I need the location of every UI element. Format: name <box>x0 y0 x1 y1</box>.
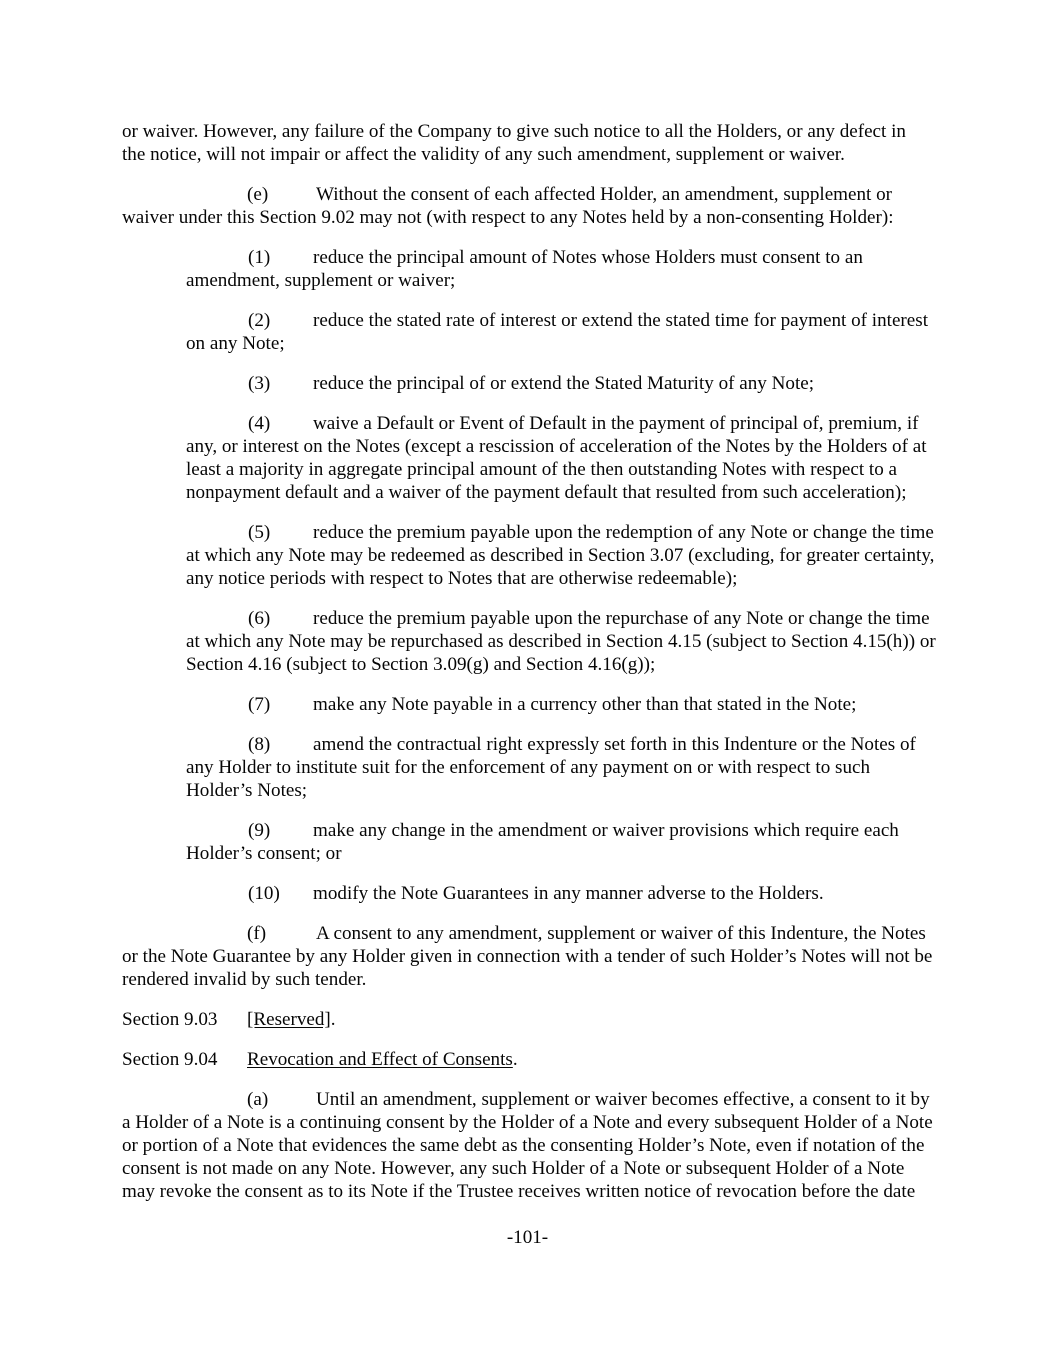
line-text: Without the consent of each affected Holder, an amendment, supplement or <box>316 184 893 205</box>
text-line <box>122 143 945 166</box>
text-line <box>122 521 945 544</box>
text-line <box>122 1157 945 1180</box>
line-text: rendered invalid by such tender. <box>122 969 367 990</box>
paragraph <box>122 183 945 229</box>
line-text: Holder’s consent; or <box>186 843 342 864</box>
text-line <box>122 246 945 269</box>
text-line <box>122 435 945 458</box>
paragraph <box>122 120 945 166</box>
text-line <box>122 206 945 229</box>
numbered-item <box>122 246 945 292</box>
text-line <box>122 1088 945 1111</box>
section-title: Revocation and Effect of Consents <box>247 1049 513 1070</box>
document-body <box>122 120 945 1203</box>
text-line <box>122 1008 945 1031</box>
text-line <box>122 756 945 779</box>
line-text: amend the contractual right expressly set forth in this Indenture or the Notes of <box>313 734 916 755</box>
line-text: at which any Note may be repurchased as described in Section 4.15 (subject to Section 4.15(h)) or <box>186 631 936 652</box>
line-text: waive a Default or Event of Default in the payment of principal of, premium, if <box>313 413 919 434</box>
line-text: any Holder to institute suit for the enforcement of any payment on or with respect to such <box>186 757 871 778</box>
line-text: any notice periods with respect to Notes that are otherwise redeemable); <box>186 568 738 589</box>
item-label: (3) <box>248 373 271 394</box>
item-label: (2) <box>248 310 271 331</box>
item-label: (a) <box>247 1089 269 1110</box>
line-text: the notice, will not impair or affect the validity of any such amendment, supplement or waiver. <box>122 144 845 165</box>
text-line <box>122 372 945 395</box>
text-line <box>122 607 945 630</box>
text-line <box>122 819 945 842</box>
line-text: may revoke the consent as to its Note if the Trustee receives written notice of revocation before the date <box>122 1181 916 1202</box>
numbered-item <box>122 733 945 802</box>
item-label: (7) <box>248 694 271 715</box>
numbered-item <box>122 819 945 865</box>
text-line <box>122 332 945 355</box>
numbered-item <box>122 412 945 504</box>
line-text: reduce the premium payable upon the repurchase of any Note or change the time <box>313 608 930 629</box>
item-label: (1) <box>248 247 271 268</box>
section-number: Section 9.03 <box>122 1009 218 1030</box>
text-line <box>122 458 945 481</box>
line-text: waiver under this Section 9.02 may not (with respect to any Notes held by a non-consenting Holder): <box>122 207 894 228</box>
text-line <box>122 653 945 676</box>
text-line <box>122 882 945 905</box>
line-text: Section 4.16 (subject to Section 3.09(g) and Section 4.16(g)); <box>186 654 656 675</box>
text-line <box>122 1180 945 1203</box>
text-line <box>122 733 945 756</box>
item-label: (10) <box>248 883 280 904</box>
item-label: (6) <box>248 608 271 629</box>
line-text: consent is not made on any Note. However, any such Holder of a Note or subsequent Holder of a Note <box>122 1158 905 1179</box>
numbered-item <box>122 309 945 355</box>
item-label: (4) <box>248 413 271 434</box>
text-line <box>122 269 945 292</box>
paragraph <box>122 922 945 991</box>
item-label: (9) <box>248 820 271 841</box>
line-text: reduce the stated rate of interest or extend the stated time for payment of interest <box>313 310 928 331</box>
item-label: (f) <box>247 923 267 944</box>
section-heading <box>122 1008 945 1031</box>
section-title: [Reserved] <box>247 1009 331 1030</box>
line-text: at which any Note may be redeemed as described in Section 3.07 (excluding, for greater certainty, <box>186 545 935 566</box>
line-text: any, or interest on the Notes (except a rescission of acceleration of the Notes by the Holders of at <box>186 436 927 457</box>
numbered-item <box>122 372 945 395</box>
line-text: or the Note Guarantee by any Holder given in connection with a tender of such Holder’s Notes will not be <box>122 946 933 967</box>
text-line <box>122 183 945 206</box>
line-text: or portion of a Note that evidences the same debt as the consenting Holder’s Note, even if notation of the <box>122 1135 925 1156</box>
item-label: (5) <box>248 522 271 543</box>
numbered-item <box>122 693 945 716</box>
line-text: amendment, supplement or waiver; <box>186 270 456 291</box>
text-line <box>122 1048 945 1071</box>
line-text: modify the Note Guarantees in any manner adverse to the Holders. <box>313 883 824 904</box>
line-text: on any Note; <box>186 333 285 354</box>
line-text: nonpayment default and a waiver of the payment default that resulted from such acceleration); <box>186 482 907 503</box>
text-line <box>122 693 945 716</box>
line-text: reduce the principal of or extend the Stated Maturity of any Note; <box>313 373 815 394</box>
section-title-period: . <box>512 1049 518 1070</box>
page-number: -101- <box>506 1227 549 1248</box>
paragraph <box>122 1088 945 1203</box>
text-line <box>122 481 945 504</box>
numbered-item <box>122 882 945 905</box>
line-text: a Holder of a Note is a continuing consent by the Holder of a Note and every subsequent Holder of a Note <box>122 1112 933 1133</box>
numbered-item <box>122 607 945 676</box>
section-title-period: . <box>330 1009 336 1030</box>
text-line <box>122 309 945 332</box>
text-line <box>122 945 945 968</box>
line-text: Until an amendment, supplement or waiver becomes effective, a consent to it by <box>316 1089 930 1110</box>
line-text: least a majority in aggregate principal amount of the then outstanding Notes with respect to a <box>186 459 898 480</box>
text-line <box>122 544 945 567</box>
numbered-item <box>122 521 945 590</box>
text-line <box>122 1111 945 1134</box>
text-line <box>122 922 945 945</box>
section-number: Section 9.04 <box>122 1049 218 1070</box>
text-line <box>122 842 945 865</box>
text-line <box>122 1134 945 1157</box>
line-text: Holder’s Notes; <box>186 780 308 801</box>
line-text: reduce the premium payable upon the redemption of any Note or change the time <box>313 522 934 543</box>
item-label: (8) <box>248 734 271 755</box>
line-text: reduce the principal amount of Notes whose Holders must consent to an <box>313 247 863 268</box>
line-text: make any change in the amendment or waiver provisions which require each <box>313 820 899 841</box>
line-text: or waiver. However, any failure of the Company to give such notice to all the Holders, or any defect in <box>122 121 906 142</box>
text-line <box>122 779 945 802</box>
text-line <box>122 567 945 590</box>
item-label: (e) <box>247 184 269 205</box>
text-line <box>122 412 945 435</box>
text-line <box>122 968 945 991</box>
line-text: A consent to any amendment, supplement or waiver of this Indenture, the Notes <box>316 923 926 944</box>
section-heading <box>122 1048 945 1071</box>
text-line <box>122 120 945 143</box>
line-text: make any Note payable in a currency other than that stated in the Note; <box>313 694 857 715</box>
text-line <box>122 630 945 653</box>
